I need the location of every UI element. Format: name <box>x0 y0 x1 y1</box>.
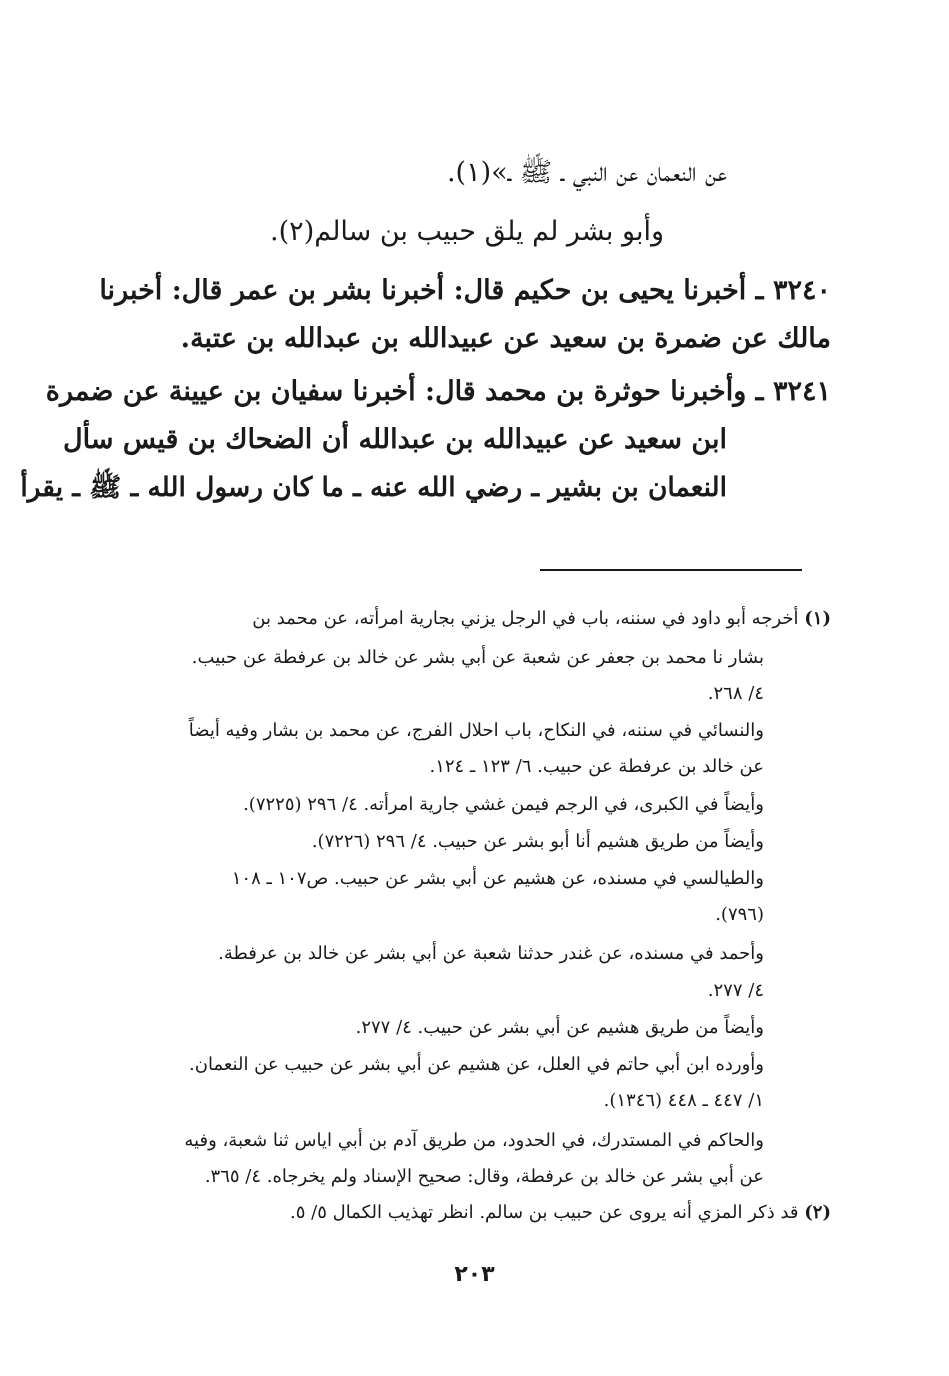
hadith-3240-line-1 <box>99 275 831 306</box>
footnote-2-text-1: قد ذكر المزي أنه يروى عن حبيب بن سالم. انظر تهذيب الكمال ٥/ ٥. <box>290 1202 799 1223</box>
footnote-1-line-6: وأيضاً في الكبرى، في الرجم فيمن غشي جارية امرأته. ٤/ ٢٩٦ (٧٢٢٥). <box>243 794 764 815</box>
hadith-number-3240: ٣٢٤٠ <box>772 275 831 306</box>
hadith-3241-text-1: ـ وأخبرنا حوثرة بن محمد قال: أخبرنا سفيان بن عيينة عن ضمرة <box>45 376 764 407</box>
footnote-1-line-3: ٤/ ٢٦٨. <box>707 683 764 704</box>
hadith-3241-line-1 <box>46 376 831 407</box>
main-line-1: عن النعمان عن النبي ـ ﷺ ـ»(١). <box>446 157 727 188</box>
footnote-1-line-8: والطيالسي في مسنده، عن هشيم عن أبي بشر عن حبيب. ص١٠٧ ـ ١٠٨ <box>231 868 764 889</box>
footnote-1-line-4: والنسائي في سننه، في النكاح، باب احلال الفرج، عن محمد بن بشار وفيه أيضاً <box>188 720 764 741</box>
page-number: ٢٠٣ <box>454 1262 495 1287</box>
hadith-3240-line-2: مالك عن ضمرة بن سعيد عن عبيدالله بن عبدالله بن عتبة. <box>180 323 831 354</box>
hadith-number-3241: ٣٢٤١ <box>772 376 831 407</box>
hadith-3241-line-3: النعمان بن بشير ـ رضي الله عنه ـ ما كان رسول الله ـ ﷺ ـ يقرأ <box>20 472 727 503</box>
footnote-1-line-14: ١/ ٤٤٧ ـ ٤٤٨ (١٣٤٦). <box>603 1090 764 1111</box>
footnote-1-line-1 <box>252 608 831 629</box>
footnote-2-line-1 <box>290 1202 831 1223</box>
footnote-1-line-12: وأيضاً من طريق هشيم عن أبي بشر عن حبيب. ٤/ ٢٧٧. <box>355 1017 764 1038</box>
footnote-1-text-1: أخرجه أبو داود في سننه، باب في الرجل يزني بجارية امرأته، عن محمد بن <box>252 608 799 629</box>
footnote-1-line-2: بشار نا محمد بن جعفر عن شعبة عن أبي بشر عن خالد بن عرفطة عن حبيب. <box>191 647 764 668</box>
footnote-1-line-16: عن أبي بشر عن خالد بن عرفطة، وقال: صحيح الإسناد ولم يخرجاه. ٤/ ٣٦٥. <box>204 1166 764 1187</box>
footnote-2-marker: (٢) <box>804 1202 831 1223</box>
footnote-1-line-9: (٧٩٦). <box>715 904 764 925</box>
footnote-1-line-5: عن خالد بن عرفطة عن حبيب. ٦/ ١٢٣ ـ ١٢٤. <box>429 756 764 777</box>
footnote-1-line-7: وأيضاً من طريق هشيم أنا أبو بشر عن حبيب. ٤/ ٢٩٦ (٧٢٢٦). <box>311 831 764 852</box>
footnote-1-marker: (١) <box>804 608 831 629</box>
footnote-1-line-15: والحاكم في المستدرك، في الحدود، من طريق آدم بن أبي اياس ثنا شعبة، وفيه <box>184 1130 764 1151</box>
hadith-3241-line-2: ابن سعيد عن عبيدالله بن عبدالله أن الضحاك بن قيس سأل <box>63 424 727 455</box>
main-line-2: وأبو بشر لم يلق حبيب بن سالم(٢). <box>270 216 664 247</box>
footnote-divider <box>540 569 802 571</box>
footnote-1-line-13: وأورده ابن أبي حاتم في العلل، عن هشيم عن أبي بشر عن حبيب عن النعمان. <box>189 1054 764 1075</box>
hadith-3240-text-1: ـ أخبرنا يحيى بن حكيم قال: أخبرنا بشر بن عمر قال: أخبرنا <box>99 275 764 306</box>
footnote-1-line-11: ٤/ ٢٧٧. <box>707 980 764 1001</box>
footnote-1-line-10: وأحمد في مسنده، عن غندر حدثنا شعبة عن أبي بشر عن خالد بن عرفطة. <box>218 943 764 964</box>
